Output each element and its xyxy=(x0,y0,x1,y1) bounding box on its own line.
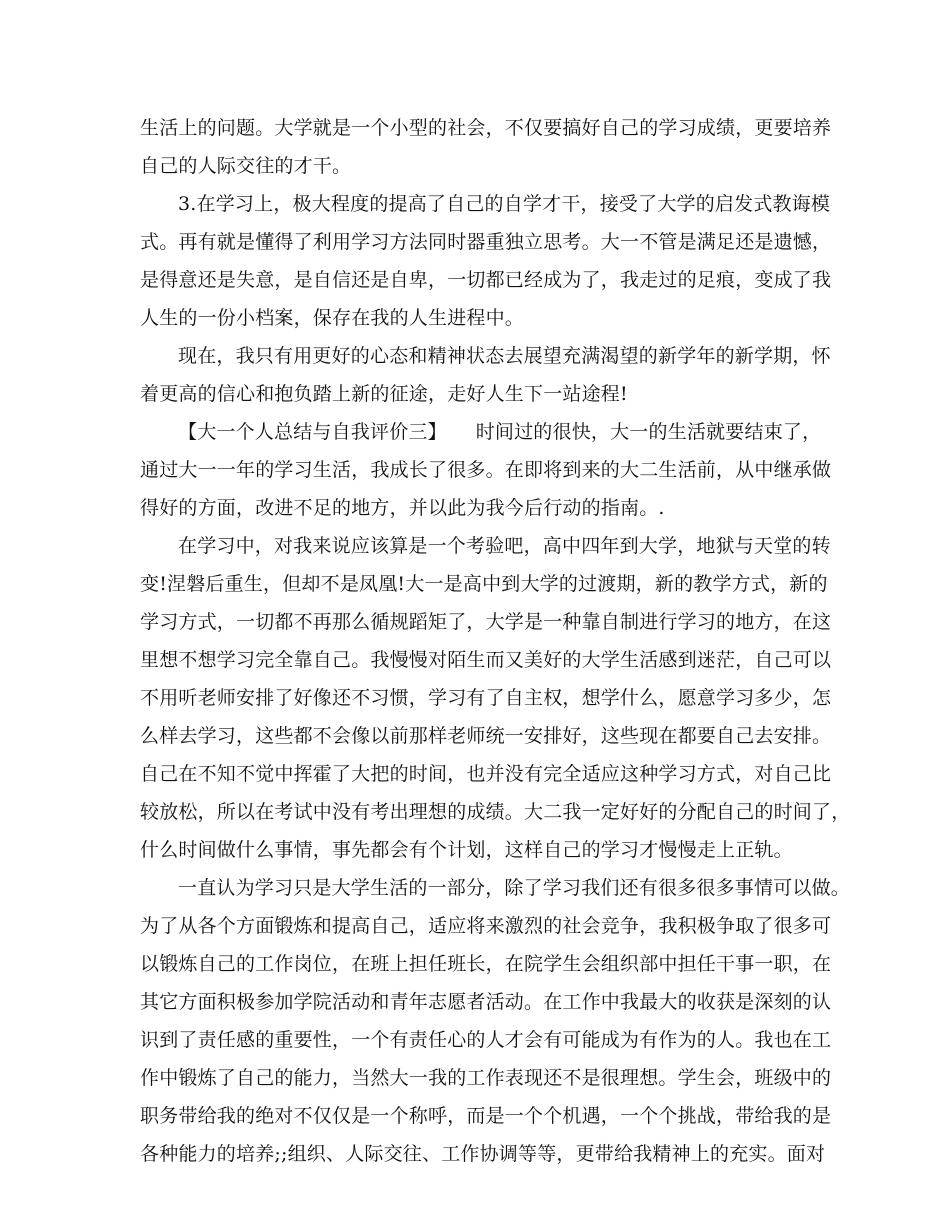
text-line: 职务带给我的绝对不仅仅是一个称呼，而是一个个机遇，一个个挑战，带给我的是 xyxy=(140,1105,832,1127)
text-line: 作中锻炼了自己的能力，当然大一我的工作表现还不是很理想。学生会，班级中的 xyxy=(140,1067,832,1089)
text-line: 自己的人际交往的才干。 xyxy=(140,155,352,177)
text-line: 各种能力的培养;;组织、人际交往、工作协调等等，更带给我精神上的充实。面对 xyxy=(140,1143,826,1165)
text-line: 式。再有就是懂得了利用学习方法同时器重独立思考。大一不管是满足还是遗憾， xyxy=(140,231,832,253)
text-line: 现在，我只有用更好的心态和精神状态去展望充满渴望的新学年的新学期，怀 xyxy=(178,345,831,367)
text-line: 其它方面积极参加学院活动和青年志愿者活动。在工作中我最大的收获是深刻的认 xyxy=(140,991,832,1013)
text-line: 3.在学习上，极大程度的提高了自己的自学才干，接受了大学的启发式教诲模 xyxy=(178,193,831,215)
text-line: 里想不想学习完全靠自己。我慢慢对陌生而又美好的大学生活感到迷茫，自己可以 xyxy=(140,649,832,671)
text-line: 识到了责任感的重要性，一个有责任心的人才会有可能成为有作为的人。我也在工 xyxy=(140,1029,832,1051)
text-line: 生活上的问题。大学就是一个小型的社会，不仅要搞好自己的学习成绩，更要培养 xyxy=(140,117,832,139)
text-line: 为了从各个方面锻炼和提高自己，适应将来激烈的社会竞争，我积极争取了很多可 xyxy=(140,915,832,937)
text-line: 是得意还是失意，是自信还是自卑，一切都已经成为了，我走过的足痕，变成了我 xyxy=(140,269,832,291)
text-line: 【大一个人总结与自我评价三】 时间过的很快，大一的生活就要结束了， xyxy=(178,421,822,443)
text-line: 学习方式，一切都不再那么循规蹈矩了，大学是一种靠自制进行学习的地方，在这 xyxy=(140,611,832,633)
text-line: 在学习中，对我来说应该算是一个考验吧，高中四年到大学，地狱与天堂的转 xyxy=(178,535,831,557)
text-line: 什么时间做什么事情，事先都会有个计划，这样自己的学习才慢慢走上正轨。 xyxy=(140,839,793,861)
text-line: 着更高的信心和抱负踏上新的征途，走好人生下一站途程! xyxy=(140,383,628,405)
text-line: 么样去学习，这些都不会像以前那样老师统一安排好，这些现在都要自己去安排。 xyxy=(140,725,832,747)
text-line: 以锻炼自己的工作岗位，在班上担任班长，在院学生会组织部中担任干事一职，在 xyxy=(140,953,832,975)
text-line: 得好的方面，改进不足的地方，并以此为我今后行动的指南。. xyxy=(140,497,665,519)
text-line: 自己在不知不觉中挥霍了大把的时间，也并没有完全适应这种学习方式，对自己比 xyxy=(140,763,832,785)
text-line: 变!涅磐后重生，但却不是凤凰!大一是高中到大学的过渡期，新的教学方式，新的 xyxy=(140,573,828,595)
text-line: 较放松，所以在考试中没有考出理想的成绩。大二我一定好好的分配自己的时间了， xyxy=(140,801,851,823)
text-line: 人生的一份小档案，保存在我的人生进程中。 xyxy=(140,307,525,329)
text-line: 一直认为学习只是大学生活的一部分，除了学习我们还有很多很多事情可以做。 xyxy=(178,877,851,899)
text-line: 不用听老师安排了好像还不习惯，学习有了自主权，想学什么，愿意学习多少，怎 xyxy=(140,687,832,709)
text-line: 通过大一一年的学习生活，我成长了很多。在即将到来的大二生活前，从中继承做 xyxy=(140,459,832,481)
